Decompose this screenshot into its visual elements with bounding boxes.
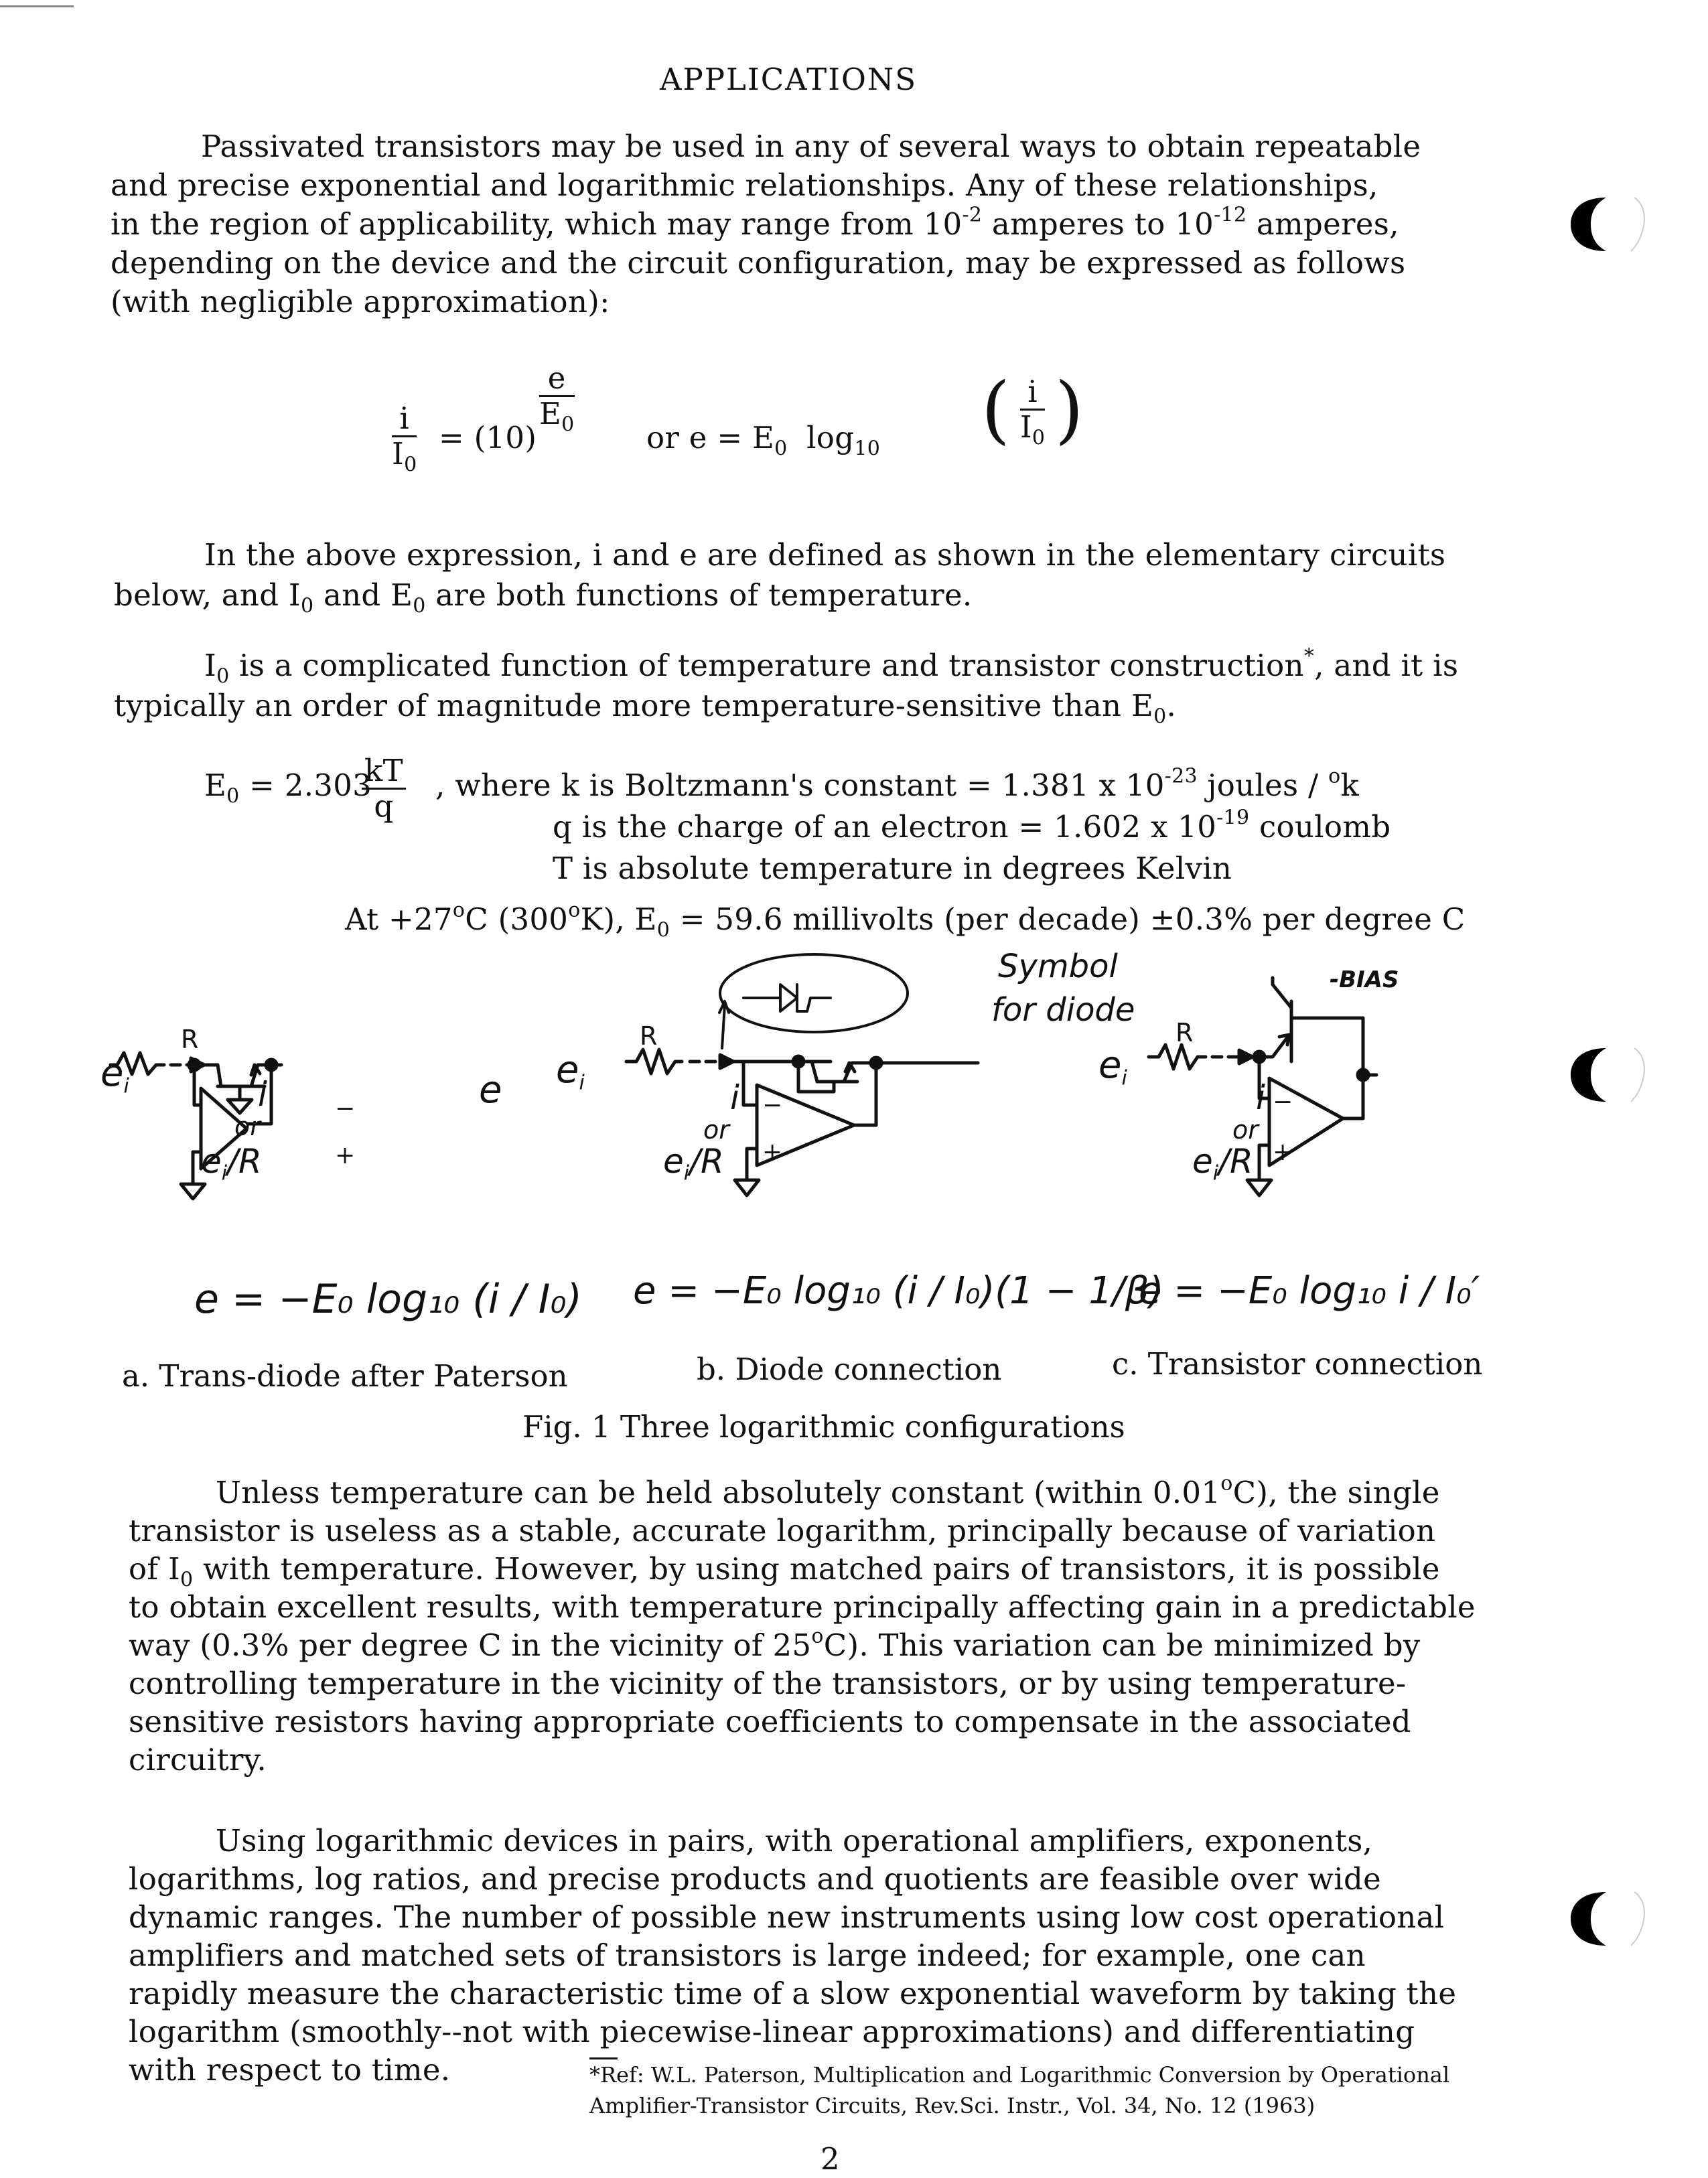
feedback-c-wire <box>1343 1075 1363 1118</box>
para1-line3-text: in the region of applicability, which may range from 10 <box>111 206 963 242</box>
opamp-a-plus: + <box>335 1142 356 1169</box>
para1-line-5: (with negligible approximation): <box>111 284 610 319</box>
para1-line-4: depending on the device and the circuit configuration, may be expressed as follows <box>111 245 1406 281</box>
paragraph-applications <box>129 1822 1456 2089</box>
label-e-out-a: e <box>479 1068 502 1112</box>
punch-hole-icon <box>1567 194 1648 255</box>
ei-sub: i <box>1121 1066 1127 1090</box>
para4-line-1 <box>129 1473 1476 1512</box>
para2-text-c: are both functions of temperature. <box>425 577 973 613</box>
para3-text: is a complicated function of temperature and transistor construction <box>229 648 1304 683</box>
feedback-b-wire <box>854 1063 876 1125</box>
para4-line-5 <box>129 1626 1476 1664</box>
para4-line-3 <box>129 1550 1476 1592</box>
right-paren: ) <box>1054 366 1084 452</box>
ground-a-transistor <box>228 1086 252 1113</box>
para4-text-3a: of I <box>129 1551 181 1587</box>
ei-sub: i <box>579 1071 585 1095</box>
degree-symbol: o <box>811 1624 824 1648</box>
para1-line3-end: amperes, <box>1247 206 1399 242</box>
para1-line-2: and precise exponential and logarithmic relationships. Any of these relationships, <box>111 167 1378 203</box>
para3-i: I <box>204 648 217 683</box>
label-or-a: or <box>234 1112 261 1141</box>
label-or-b: or <box>703 1115 729 1145</box>
caption-b: b. Diode connection <box>697 1352 1002 1387</box>
resistor-c <box>1149 1045 1206 1069</box>
ei-e: e <box>1192 1142 1213 1181</box>
opamp-b-plus: + <box>762 1139 783 1166</box>
para1-line3-mid: amperes to 10 <box>982 206 1214 242</box>
formula-c: e = −E₀ log₁₀ i / I₀′ <box>1139 1269 1480 1313</box>
sub-zero: 0 <box>226 784 240 808</box>
caption-c: c. Transistor connection <box>1112 1346 1483 1382</box>
ground-a <box>181 1184 205 1199</box>
current-arrow-b <box>720 1055 733 1068</box>
eq1-exp-den <box>539 396 575 437</box>
eq1-log-base: 10 <box>854 437 881 461</box>
at-temp: At +27 <box>345 901 453 937</box>
para2-line-2 <box>114 576 1445 618</box>
para4-text-1a: Unless temperature can be held absolutely constant (within 0.01 <box>216 1475 1221 1510</box>
para4-line-2: transistor is useless as a stable, accurate logarithm, principally because of variation <box>129 1513 1436 1548</box>
para4-text-5a: way (0.3% per degree C in the vicinity of 25 <box>129 1627 812 1663</box>
eq1-paren-group <box>981 366 1084 452</box>
para3-line-1 <box>114 644 1459 688</box>
constants-block <box>204 753 1477 951</box>
sub-zero: 0 <box>656 918 670 942</box>
electron-charge-line <box>553 808 1391 846</box>
opamp-c-plus: + <box>1273 1139 1293 1166</box>
label-or-c: or <box>1232 1115 1259 1145</box>
ei-e: e <box>201 1142 222 1181</box>
wire-b-inv <box>743 1062 757 1105</box>
sub-zero: 0 <box>774 437 788 461</box>
eq1-i0: I <box>392 436 405 471</box>
label-ei-c <box>1098 1043 1127 1090</box>
para5-line-3: dynamic ranges. The number of possible new instruments using low cost operational <box>129 1899 1445 1935</box>
eq1-lhs-num: i <box>392 402 417 437</box>
exp-neg2: -2 <box>962 203 983 227</box>
e0-value-line <box>345 898 1466 942</box>
eq1-ten: = (10) <box>439 420 537 455</box>
label-ei-b <box>556 1048 585 1095</box>
eq1-e0: E <box>539 396 562 431</box>
eq1-arg-num: i <box>1020 375 1045 411</box>
label-i-a: i <box>258 1075 267 1114</box>
kt-over-q <box>362 754 406 823</box>
ei-e: e <box>1098 1043 1122 1087</box>
punch-hole-icon <box>1567 1889 1648 1949</box>
para5-line-5: rapidly measure the characteristic time of a slow exponential waveform by taking the <box>129 1976 1457 2011</box>
q-denominator: q <box>374 788 394 824</box>
sub-zero: 0 <box>180 1568 194 1592</box>
para4-line-8: circuitry. <box>129 1742 267 1777</box>
sub-zero: 0 <box>216 664 230 688</box>
over-r: /R <box>689 1142 724 1181</box>
sub-zero: 0 <box>413 594 426 618</box>
k-text: , where k is Boltzmann's constant = 1.381 x 10 <box>435 768 1165 803</box>
k-unit: joules / <box>1197 768 1329 803</box>
boltzmann-line <box>435 766 1359 804</box>
para2-line-1: In the above expression, i and e are defined as shown in the elementary circuits <box>204 537 1446 573</box>
label-ei-r-a <box>201 1142 262 1185</box>
ei-sub: i <box>1212 1161 1219 1185</box>
callout-arrow <box>722 1005 725 1048</box>
paragraph-intro <box>111 127 1421 321</box>
para2-text-b: and E <box>313 577 413 613</box>
eq1-arg-i0: I <box>1019 409 1032 445</box>
ei-e: e <box>100 1051 124 1095</box>
degree-symbol: o <box>568 898 581 922</box>
ei-sub: i <box>683 1161 690 1185</box>
para4-text-1b: C), the single <box>1232 1475 1440 1510</box>
kt-numerator: kT <box>362 754 406 790</box>
left-paren: ( <box>981 366 1011 452</box>
resistor-b <box>626 1049 682 1074</box>
label-ei-r-c <box>1192 1142 1253 1185</box>
para5-line-4: amplifiers and matched sets of transistors is large indeed; for example, one can <box>129 1938 1366 1973</box>
label-ei-r-b <box>663 1142 724 1185</box>
ei-sub: i <box>123 1074 129 1098</box>
temperature-line: T is absolute temperature in degrees Kelvin <box>553 851 1232 886</box>
sub-zero: 0 <box>1031 426 1046 450</box>
sub-zero: 0 <box>1153 705 1167 729</box>
ground-b <box>735 1180 759 1195</box>
page-number: 2 <box>821 2141 840 2177</box>
opamp-b-minus: − <box>762 1092 783 1119</box>
paragraph-i0-description <box>114 644 1459 729</box>
scan-edge-rule <box>0 5 74 7</box>
para1-line-1: Passivated transistors may be used in any of several ways to obtain repeatable <box>201 129 1421 164</box>
para4-text-5b: C). This variation can be minimized by <box>823 1627 1421 1663</box>
sub-zero: 0 <box>301 594 314 618</box>
para1-line-3 <box>111 205 1421 243</box>
q-text: q is the charge of an electron = 1.602 x 10 <box>553 809 1217 845</box>
para3-line-2 <box>114 686 1458 729</box>
label-i-b: i <box>730 1078 739 1117</box>
caption-a: a. Trans-diode after Paterson <box>122 1358 568 1394</box>
transistor-c-collector <box>1273 978 1291 1008</box>
eq1-arg-den <box>1019 409 1046 450</box>
para3-period: . <box>1166 688 1177 723</box>
section-title: APPLICATIONS <box>660 62 918 97</box>
k-unit-end: k <box>1340 768 1360 803</box>
over-r: /R <box>1218 1142 1253 1181</box>
exp-neg12: -12 <box>1214 203 1247 227</box>
para5-line-6: logarithm (smoothly--not with piecewise-linear approximations) and differentiating <box>129 2014 1415 2049</box>
paragraph-temperature <box>129 1473 1476 1779</box>
diode-symbol-line <box>743 985 831 1011</box>
eq1-lhs-den <box>392 436 417 477</box>
para4-line-6: controlling temperature in the vicinity of the transistors, or by using temperature- <box>129 1666 1407 1701</box>
eq1-log: log <box>806 420 855 455</box>
ei-sub: i <box>221 1161 228 1185</box>
label-ei-a <box>100 1051 129 1098</box>
e0-coefficient: = 2.303 <box>239 768 372 803</box>
label-r-b: R <box>640 1021 658 1051</box>
opamp-a-minus: − <box>335 1095 356 1122</box>
at-temp-c: K), E <box>580 901 657 937</box>
current-arrow-c <box>1239 1050 1253 1064</box>
para5-line-1: Using logarithmic devices in pairs, with operational amplifiers, exponents, <box>216 1823 1373 1859</box>
q-exponent: -19 <box>1216 806 1250 830</box>
para4-text-3b: with temperature. However, by using matched pairs of transistors, it is possible <box>193 1551 1440 1587</box>
transistor-c-base-wire <box>1291 1018 1363 1075</box>
over-r: /R <box>227 1142 262 1181</box>
footnote-marker[interactable]: * <box>1303 644 1315 668</box>
opamp-c-minus: − <box>1273 1088 1293 1116</box>
formula-b: e = −E₀ log₁₀ (i / I₀)(1 − 1/β) <box>633 1269 1164 1313</box>
label-r-c: R <box>1176 1018 1194 1047</box>
degree-symbol: o <box>1220 1471 1233 1496</box>
label-r-a: R <box>181 1025 199 1054</box>
eq1-rhs <box>646 419 881 461</box>
para4-line-4: to obtain excellent results, with temperature principally affecting gain in a predictable <box>129 1589 1476 1625</box>
degree-symbol: o <box>1328 764 1341 788</box>
degree-symbol: o <box>452 898 466 922</box>
eq1-or: or e = E <box>646 420 775 455</box>
para5-line-2: logarithms, log ratios, and precise products and quotients are feasible over wide <box>129 1861 1382 1897</box>
e0-symbol: E <box>204 768 227 803</box>
eq1-arg-fraction <box>1019 374 1046 450</box>
para4-line-7: sensitive resistors having appropriate coefficients to compensate in the associated <box>129 1704 1411 1739</box>
k-exponent: -23 <box>1164 764 1198 788</box>
at-temp-b: C (300 <box>465 901 569 937</box>
figure-title: Fig. 1 Three logarithmic configurations <box>522 1409 1125 1445</box>
label-symbol: Symbol <box>998 948 1118 985</box>
at-temp-d: = 59.6 millivolts (per decade) ±0.3% per degree C <box>670 901 1466 937</box>
footnote-line-2: Amplifier-Transistor Circuits, Rev.Sci. Instr., Vol. 34, No. 12 (1963) <box>589 2093 1315 2118</box>
para2-text-a: below, and I <box>114 577 301 613</box>
footnote <box>589 2057 1449 2121</box>
formula-a: e = −E₀ log₁₀ (i / I₀) <box>194 1276 582 1323</box>
footnote-line-1: *Ref: W.L. Paterson, Multiplication and Logarithmic Conversion by Operational <box>589 2062 1450 2088</box>
punch-hole-icon <box>1567 1045 1648 1105</box>
e0-definition <box>204 766 372 808</box>
para3-text-2: typically an order of magnitude more temperature-sensitive than E <box>114 688 1154 723</box>
label-for-diode: for diode <box>991 991 1135 1029</box>
ei-e: e <box>556 1048 579 1092</box>
eq1-exp-num: e <box>539 362 575 397</box>
para5-line-7: with respect to time. <box>129 2052 451 2088</box>
diode-symbol-callout <box>720 954 908 1032</box>
label-i-c: i <box>1256 1078 1265 1117</box>
para3-text-c: , and it is <box>1314 648 1459 683</box>
sub-zero: 0 <box>404 453 417 477</box>
eq1-lhs-fraction <box>392 401 417 477</box>
eq1-exponent-fraction <box>539 360 575 437</box>
label-bias: -BIAS <box>1330 966 1399 993</box>
ei-e: e <box>663 1142 684 1181</box>
q-unit: coulomb <box>1249 809 1391 845</box>
paragraph-expression-defs <box>114 536 1446 618</box>
sub-zero: 0 <box>561 413 575 437</box>
ground-c <box>1247 1180 1271 1195</box>
